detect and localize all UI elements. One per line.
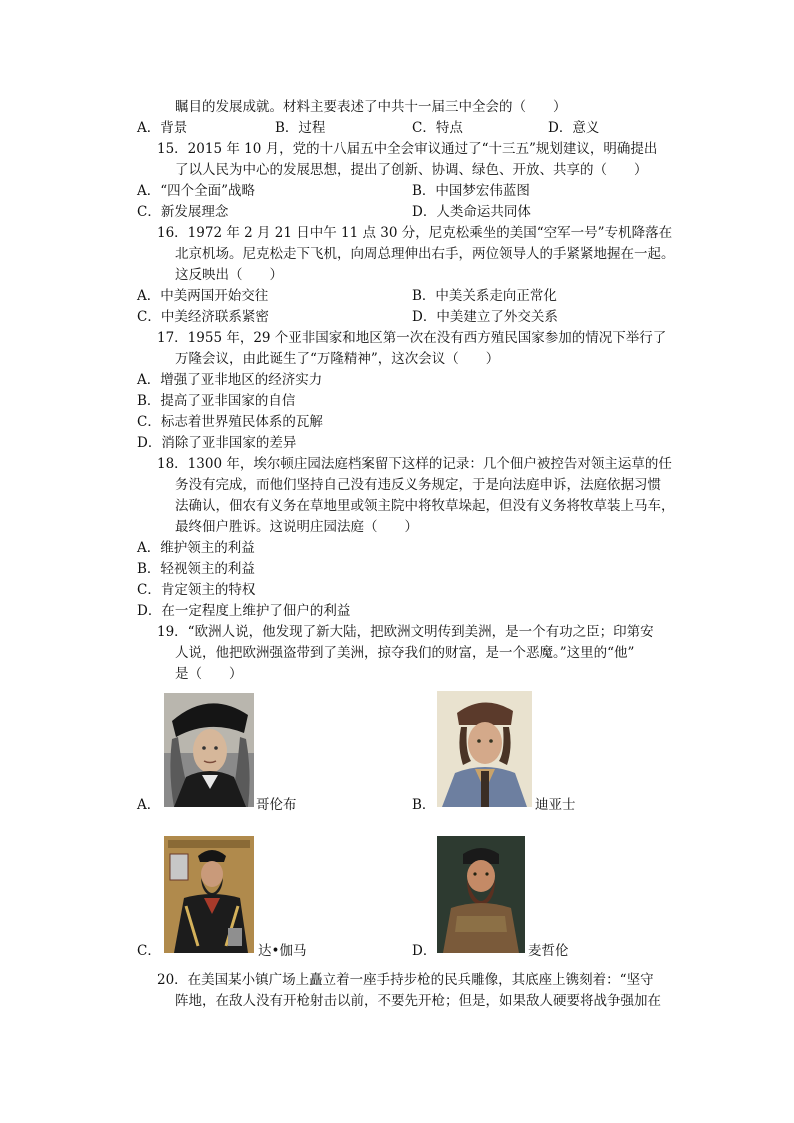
q20-stem-1: 20．在美国某小镇广场上矗立着一座手持步枪的民兵雕像，其底座上镌刻着：“坚守 — [157, 972, 654, 988]
q16-option-c: C．中美经济联系紧密 — [137, 309, 269, 325]
da-gama-portrait — [164, 836, 254, 953]
q16-option-b: B．中美关系走向正常化 — [412, 288, 557, 304]
q19-option-c-name: 达•伽马 — [258, 943, 307, 959]
q15-option-a: A．“四个全面”战略 — [137, 183, 256, 199]
columbus-portrait — [164, 693, 254, 807]
q19-stem-2: 人说，他把欧洲强盗带到了美洲，掠夺我们的财富，是一个恶魔。”这里的“他” — [175, 645, 635, 661]
q19-option-b-letter: B． — [412, 797, 436, 813]
q16-option-a: A．中美两国开始交往 — [137, 288, 269, 304]
q14-text: 瞩目的发展成就。材料主要表述了中共十一届三中全会的（ ） — [175, 99, 567, 115]
q19-stem-3: 是（ ） — [175, 666, 243, 682]
q19-option-a-name: 哥伦布 — [256, 797, 297, 813]
dias-portrait — [437, 691, 532, 807]
q17-option-c: C．标志着世界殖民体系的瓦解 — [137, 414, 323, 430]
q15-option-d: D．人类命运共同体 — [412, 204, 531, 220]
q18-option-a: A．维护领主的利益 — [137, 540, 255, 556]
q14-option-d: D．意义 — [548, 120, 600, 136]
q17-stem-2: 万隆会议，由此诞生了“万隆精神”，这次会议（ ） — [175, 351, 500, 367]
q18-stem-1: 18．1300 年，埃尔顿庄园法庭档案留下这样的记录：几个佃户被控告对领主运草的任 — [157, 456, 672, 472]
q16-stem-2: 北京机场。尼克松走下飞机，向周总理伸出右手，两位领导人的手紧紧地握在一起。 — [175, 246, 675, 262]
q18-stem-2: 务没有完成，而他们坚持自己没有违反义务规定，于是向法庭申诉，法庭依据习惯 — [175, 477, 661, 493]
q19-option-b-name: 迪亚士 — [535, 797, 576, 813]
q14-option-c: C．特点 — [412, 120, 463, 136]
q17-stem-1: 17．1955 年，29 个亚非国家和地区第一次在没有西方殖民国家参加的情况下举行了 — [157, 330, 667, 346]
q15-option-c: C．新发展理念 — [137, 204, 229, 220]
q19-option-a-letter: A． — [137, 797, 161, 813]
q19-option-d-name: 麦哲伦 — [528, 943, 569, 959]
q15-stem-2: 了以人民为中心的发展思想，提出了创新、协调、绿色、开放、共享的（ ） — [175, 162, 648, 178]
q17-option-d: D．消除了亚非国家的差异 — [137, 435, 297, 451]
q18-stem-4: 最终佃户胜诉。这说明庄园法庭（ ） — [175, 519, 418, 535]
magellan-portrait — [437, 836, 525, 953]
q18-option-b: B．轻视领主的利益 — [137, 561, 255, 577]
q19-option-c-letter: C． — [137, 943, 161, 959]
q16-stem-3: 这反映出（ ） — [175, 267, 283, 283]
q14-option-b: B．过程 — [275, 120, 326, 136]
q19-stem-1: 19．“欧洲人说，他发现了新大陆，把欧洲文明传到美洲，是一个有功之臣；印第安 — [157, 624, 654, 640]
q14-option-a: A．背景 — [137, 120, 188, 136]
q18-option-c: C．肯定领主的特权 — [137, 582, 256, 598]
q16-stem-1: 16．1972 年 2 月 21 日中午 11 点 30 分，尼克松乘坐的美国“空军一号”专机降落在 — [157, 225, 673, 241]
q20-stem-2: 阵地，在敌人没有开枪射击以前，不要先开枪；但是，如果敌人硬要将战争强加在 — [175, 993, 661, 1009]
q17-option-b: B．提高了亚非国家的自信 — [137, 393, 296, 409]
q18-option-d: D．在一定程度上维护了佃户的利益 — [137, 603, 351, 619]
q15-option-b: B．中国梦宏伟蓝图 — [412, 183, 530, 199]
q15-stem-1: 15．2015 年 10 月，党的十八届五中全会审议通过了“十三五”规划建议，明确提出 — [157, 141, 658, 157]
q17-option-a: A．增强了亚非地区的经济实力 — [137, 372, 323, 388]
q19-option-d-letter: D． — [412, 943, 437, 959]
q18-stem-3: 法确认，佃农有义务在草地里或领主院中将牧草垛起，但没有义务将牧草装上马车， — [175, 498, 675, 514]
q16-option-d: D．中美建立了外交关系 — [412, 309, 558, 325]
